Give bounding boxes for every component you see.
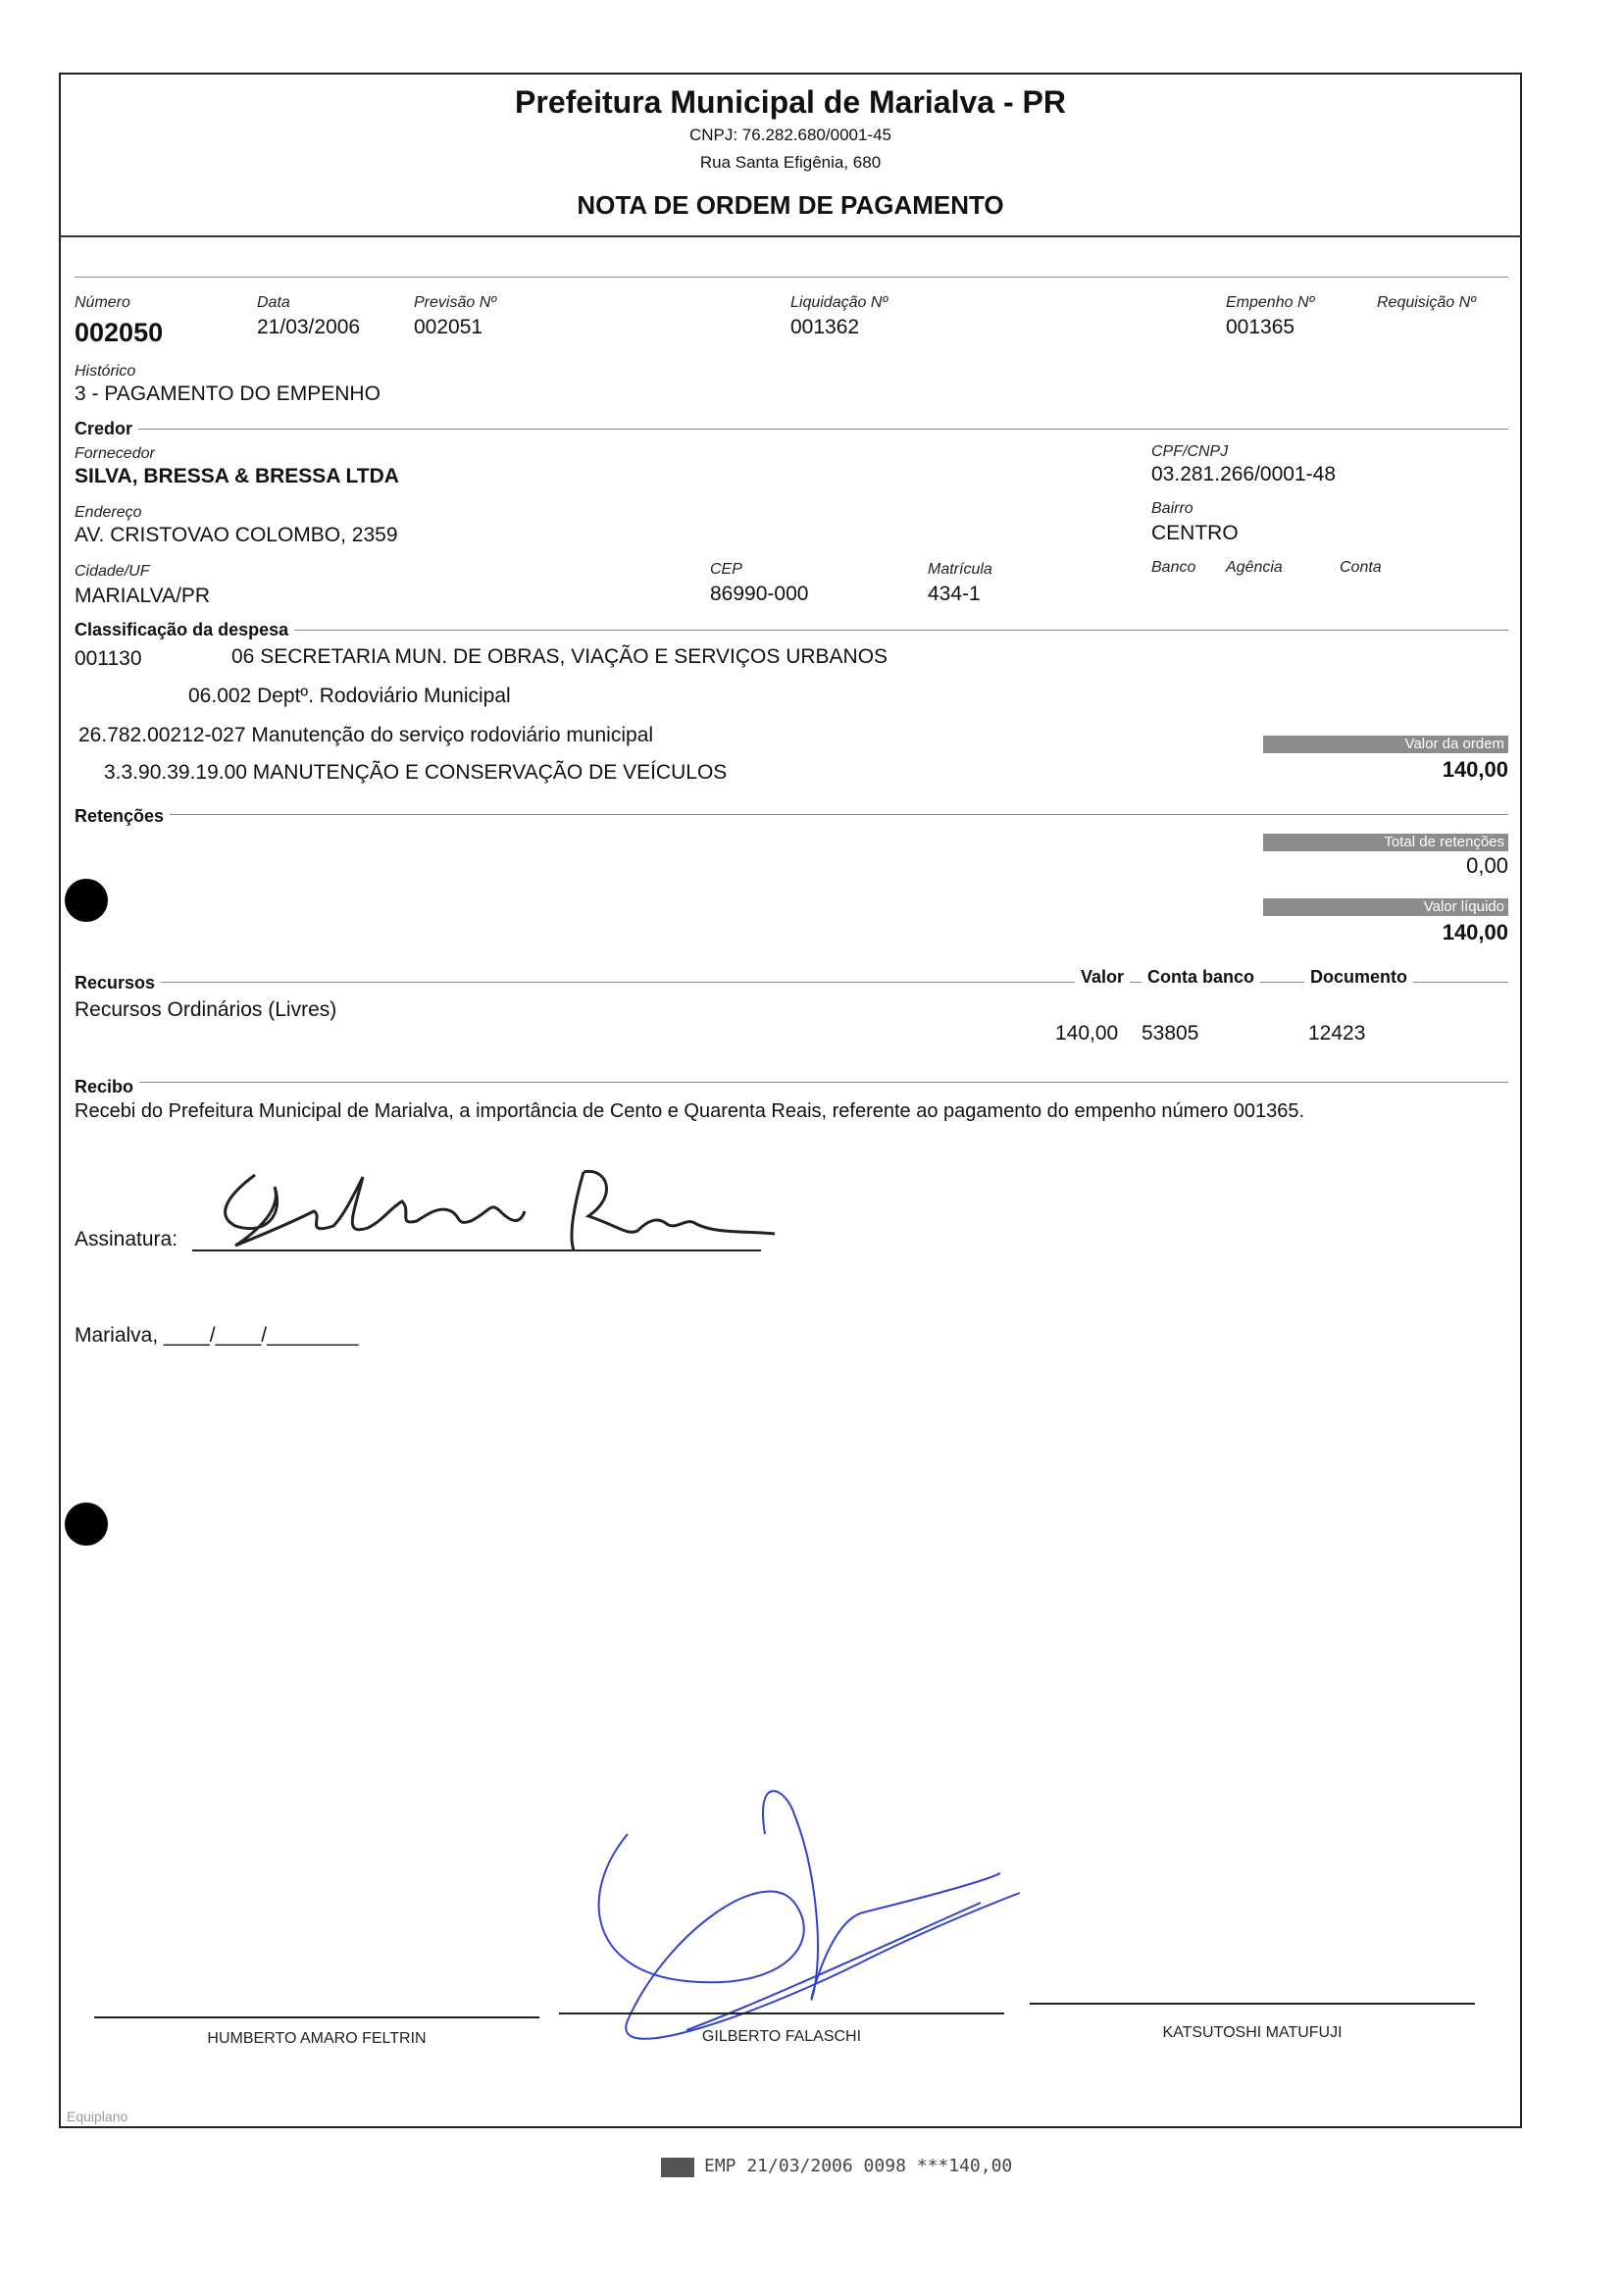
previsao-value: 002051	[414, 316, 483, 338]
historico-value: 3 - PAGAMENTO DO EMPENHO	[75, 382, 381, 405]
recibo-rule	[75, 1082, 1508, 1083]
empenho-label: Empenho Nº	[1226, 294, 1315, 311]
signature-line-2	[559, 2013, 1004, 2014]
numero-label: Número	[75, 294, 130, 311]
total-retencoes-label: Total de retenções	[1263, 834, 1508, 851]
recursos-conta-header: Conta banco	[1142, 967, 1260, 988]
software-credit: Equiplano	[67, 2109, 128, 2124]
cpf-label: CPF/CNPJ	[1151, 443, 1229, 460]
valor-liquido-label: Valor líquido	[1263, 898, 1508, 916]
recursos-valor-header: Valor	[1075, 967, 1130, 988]
order-top-rule	[75, 277, 1508, 278]
orgao-line: 06 SECRETARIA MUN. DE OBRAS, VIAÇÃO E SERVIÇOS URBANOS	[231, 645, 888, 668]
cidade-value: MARIALVA/PR	[75, 585, 211, 607]
handwritten-signature	[196, 1157, 785, 1275]
data-label: Data	[257, 294, 290, 311]
classificacao-code: 001130	[75, 647, 142, 670]
assinatura-label: Assinatura:	[75, 1228, 178, 1250]
previsao-label: Previsão Nº	[414, 294, 497, 311]
signatory-3: KATSUTOSHI MATUFUJI	[1162, 2024, 1343, 2041]
banco-label: Banco	[1151, 559, 1196, 576]
valor-ordem-value: 140,00	[1442, 757, 1508, 782]
cpf-value: 03.281.266/0001-48	[1151, 463, 1337, 485]
local-data-line: Marialva, ____/____/________	[75, 1324, 359, 1347]
address-line: Rua Santa Efigênia, 680	[699, 153, 882, 172]
fornecedor-value: SILVA, BRESSA & BRESSA LTDA	[75, 465, 399, 487]
signatory-1: HUMBERTO AMARO FELTRIN	[207, 2030, 427, 2047]
recursos-conta: 53805	[1142, 1022, 1199, 1045]
binder-hole	[65, 1503, 108, 1546]
projeto-line: 26.782.00212-027 Manutenção do serviço rodoviário municipal	[78, 724, 654, 746]
signatory-2: GILBERTO FALASCHI	[701, 2028, 862, 2045]
recibo-section-title: Recibo	[75, 1077, 139, 1097]
retencoes-section-title: Retenções	[75, 806, 170, 827]
municipality-title: Prefeitura Municipal de Marialva - PR	[515, 84, 1066, 120]
classificacao-section-title: Classificação da despesa	[75, 620, 294, 640]
cnpj-line: CNPJ: 76.282.680/0001-45	[688, 126, 892, 144]
signature-line-1	[94, 2016, 539, 2018]
retencoes-rule	[75, 814, 1508, 815]
recursos-section-title: Recursos	[75, 973, 161, 994]
historico-label: Histórico	[75, 363, 136, 380]
fornecedor-label: Fornecedor	[75, 445, 155, 462]
credor-rule	[75, 429, 1508, 430]
recibo-text: Recebi do Prefeitura Municipal de Marialva, a importância de Cento e Quarenta Reais, referente ao pagamento do empenho número 001365.	[75, 1100, 1305, 1122]
blue-signature	[569, 1775, 1040, 2109]
bairro-value: CENTRO	[1151, 522, 1239, 544]
requisicao-label: Requisição Nº	[1377, 294, 1476, 311]
recursos-valor: 140,00	[1055, 1022, 1119, 1045]
payment-stamp: EMP 21/03/2006 0098 ***140,00	[704, 2156, 1013, 2176]
conta-label: Conta	[1340, 559, 1382, 576]
agencia-label: Agência	[1226, 559, 1283, 576]
cep-value: 86990-000	[710, 583, 809, 605]
endereco-label: Endereço	[75, 504, 142, 521]
unidade-line: 06.002 Deptº. Rodoviário Municipal	[188, 685, 511, 707]
signature-line-3	[1030, 2003, 1475, 2005]
recursos-documento-header: Documento	[1304, 967, 1413, 988]
numero-value: 002050	[75, 318, 164, 347]
matricula-label: Matrícula	[928, 561, 992, 578]
matricula-value: 434-1	[928, 583, 981, 605]
empenho-value: 001365	[1226, 316, 1295, 338]
bairro-label: Bairro	[1151, 500, 1193, 517]
liquidacao-value: 001362	[790, 316, 860, 338]
recursos-descricao: Recursos Ordinários (Livres)	[75, 998, 337, 1021]
stamp-mark	[661, 2158, 694, 2177]
recursos-rule	[75, 982, 1508, 983]
liquidacao-label: Liquidação Nº	[790, 294, 888, 311]
valor-ordem-label: Valor da ordem	[1263, 736, 1508, 753]
cep-label: CEP	[710, 561, 742, 578]
elemento-line: 3.3.90.39.19.00 MANUTENÇÃO E CONSERVAÇÃO DE VEÍCULOS	[104, 761, 728, 784]
credor-section-title: Credor	[75, 419, 138, 439]
document-title: NOTA DE ORDEM DE PAGAMENTO	[577, 190, 1004, 220]
recursos-documento: 12423	[1308, 1022, 1366, 1045]
data-value: 21/03/2006	[257, 316, 361, 338]
endereco-value: AV. CRISTOVAO COLOMBO, 2359	[75, 524, 398, 546]
valor-liquido-value: 140,00	[1442, 920, 1508, 944]
total-retencoes-value: 0,00	[1466, 853, 1508, 878]
header-divider	[59, 235, 1522, 237]
binder-hole	[65, 879, 108, 922]
cidade-label: Cidade/UF	[75, 563, 150, 580]
